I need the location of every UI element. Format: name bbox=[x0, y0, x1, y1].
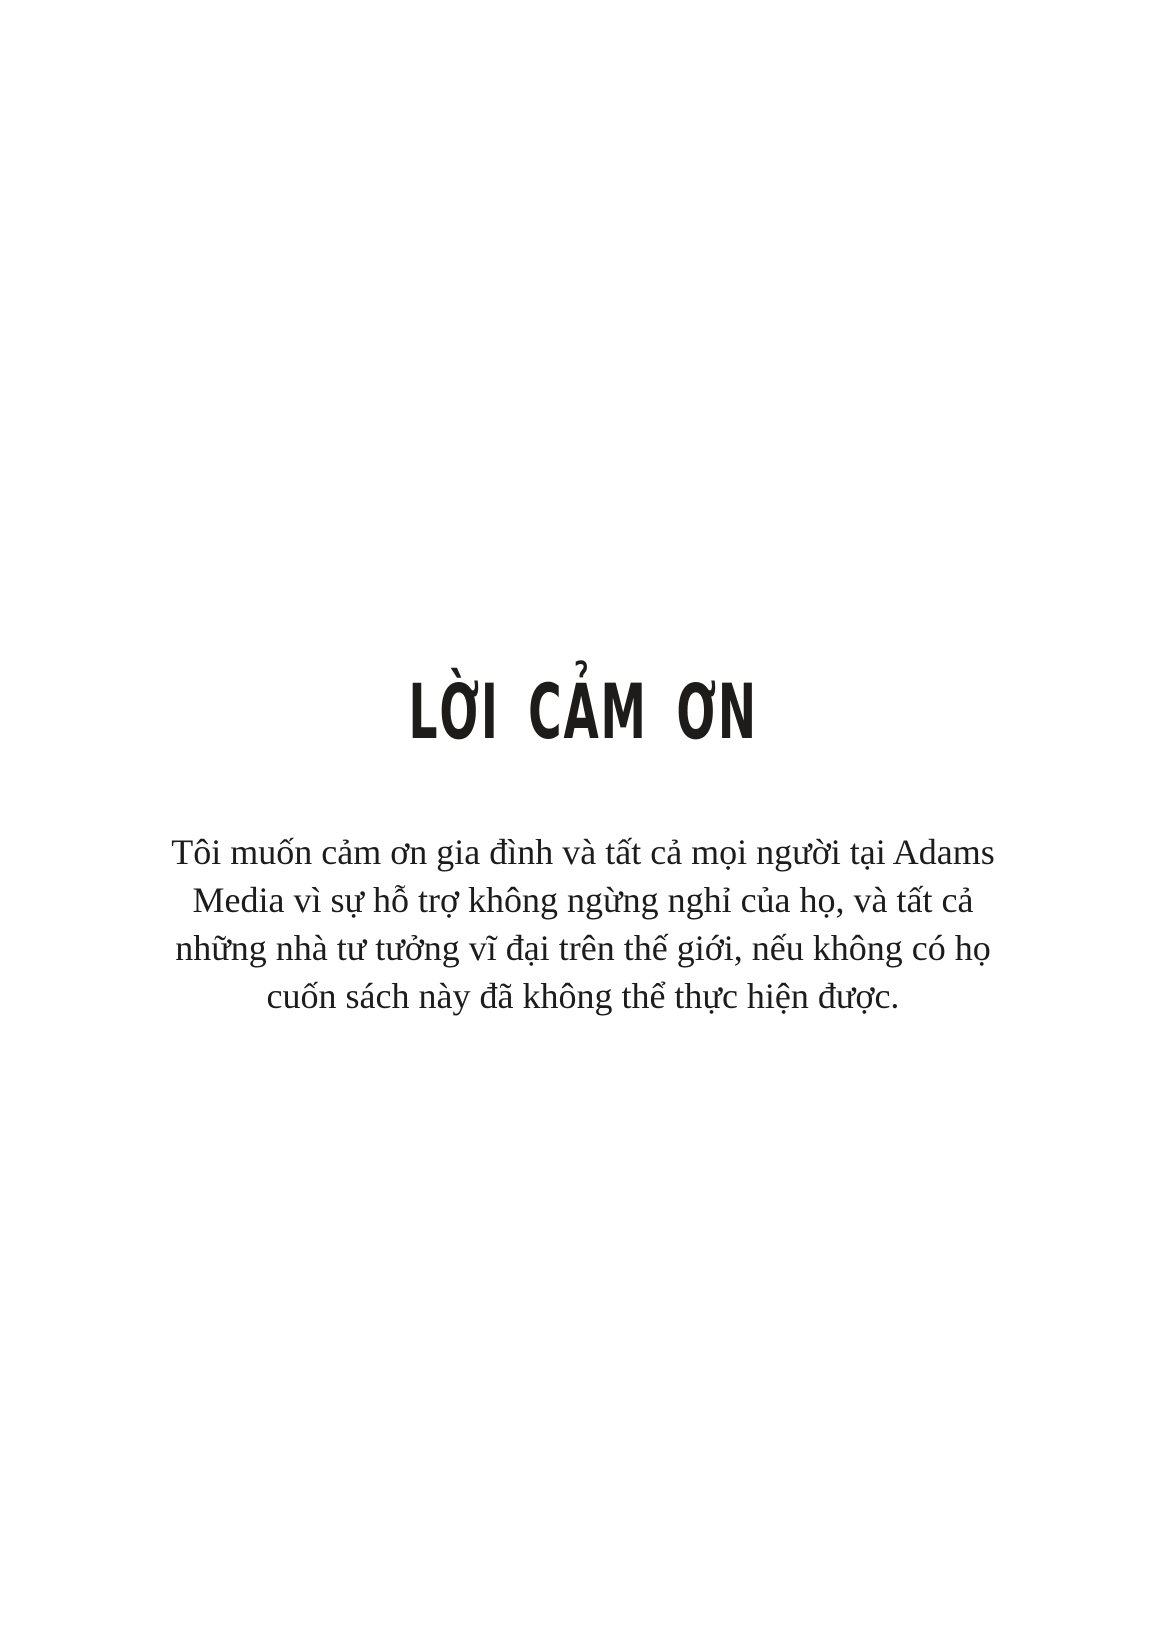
paragraph-line: những nhà tư tưởng vĩ đại trên thế giới, nếu không có họ bbox=[175, 928, 991, 968]
paragraph-line: cuốn sách này đã không thể thực hiện được. bbox=[266, 976, 900, 1016]
page-title-text: LỜI CẢM ƠN bbox=[408, 667, 758, 756]
acknowledgment-paragraph bbox=[123, 828, 1043, 1020]
paragraph-line: Media vì sự hỗ trợ không ngừng nghỉ của họ, và tất cả bbox=[192, 880, 974, 920]
page-title bbox=[0, 667, 1166, 756]
paragraph-line: Tôi muốn cảm ơn gia đình và tất cả mọi người tại Adams bbox=[171, 832, 995, 872]
